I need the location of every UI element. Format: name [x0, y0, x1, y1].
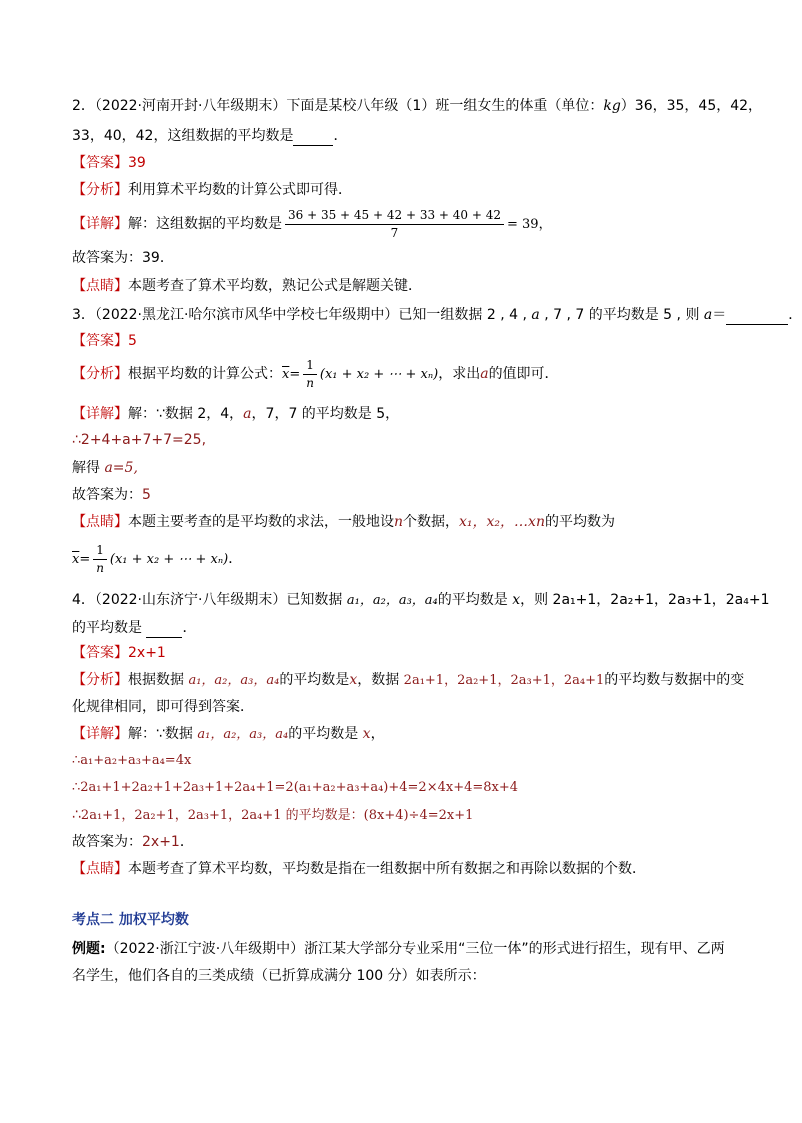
- q4-comment: 【点睛】本题考查了算术平均数，平均数是指在一组数据中所有数据之和再除以数据的个数．: [72, 861, 646, 877]
- q2-stem-line2: 33，40，42，这组数据的平均数是 ．: [72, 125, 347, 146]
- q4-conclusion: 故答案为：2x+1．: [72, 834, 194, 850]
- q4-analysis-line1: 【分析】根据数据 a₁，a₂，a₃，a₄的平均数是x，数据 2a₁+1，2a₂+1，2a₃+1，2a₄+1的平均数与数据中的变: [72, 672, 745, 688]
- q2-conclusion: 故答案为：39．: [72, 250, 174, 266]
- q3-comment-formula: $\overline{x}=$ $\frac{1}{n}$ (x₁ + x₂ + ⋯ + xₙ)．: [72, 542, 243, 575]
- q4-step2: ∴2a₁+1+2a₂+1+2a₃+1+2a₄+1=2(a₁+a₂+a₃+a₄)+4=2×4x+4=8x+4: [72, 780, 519, 795]
- q3-comment: 【点睛】本题主要考查的是平均数的求法，一般地设n个数据，x₁，x₂，…xn的平均数为: [72, 514, 615, 530]
- q2-comment: 【点睛】本题考查了算术平均数，熟记公式是解题关键．: [72, 278, 422, 294]
- q3-formula-fraction: $\frac{1}{n}$: [303, 358, 317, 391]
- q4-detail: 【详解】解：∵数据 a₁，a₂，a₃，a₄的平均数是 x，: [72, 726, 385, 742]
- section-title: 考点二 加权平均数: [72, 912, 189, 928]
- q3-conclusion: 故答案为：5: [72, 487, 151, 503]
- q3-answer: 【答案】5: [72, 333, 137, 349]
- q3-comment-fraction: $\frac{1}{n}$: [93, 543, 107, 576]
- q2-stem-line1: 2．（2022·河南开封·八年级期末）下面是某校八年级（1）班一组女生的体重（单位：kg）36，35，45，42，: [72, 98, 763, 114]
- q3-stem: 3．（2022·黑龙江·哈尔滨市风华中学校七年级期中）已知一组数据 2 , 4 , a , 7 , 7 的平均数是 5 , 则 a＝ ．: [72, 304, 802, 325]
- answer-blank: [726, 304, 788, 325]
- example-line1: 例题:（2022·浙江宁波·八年级期中）浙江某大学部分专业采用“三位一体”的形式进行招生，现有甲、乙两: [72, 941, 725, 957]
- q3-detail: 【详解】解：∵数据 2，4，a，7，7 的平均数是 5，: [72, 406, 400, 422]
- q2-detail: 【详解】解：这组数据的平均数是 $\frac{36 + 35 + 45 + 42 + 33 + 40 + 42}{7}$ = 39，: [72, 207, 552, 240]
- q4-answer: 【答案】2x+1: [72, 645, 166, 661]
- q2-analysis: 【分析】利用算术平均数的计算公式即可得．: [72, 182, 352, 198]
- q4-stem-line1: 4．（2022·山东济宁·八年级期末）已知数据 a₁，a₂，a₃，a₄的平均数是 x，则 2a₁+1，2a₂+1，2a₃+1，2a₄+1: [72, 592, 770, 608]
- answer-blank: [146, 617, 182, 638]
- q4-step1: ∴a₁+a₂+a₃+a₄=4x: [72, 753, 192, 768]
- q3-step2: 解得 a=5,: [72, 460, 138, 476]
- q3-analysis: 【分析】根据平均数的计算公式：$\overline{x}=$ $\frac{1}{n}$ (x₁ + x₂ + ⋯ + xₙ)，求出a的值即可．: [72, 357, 559, 390]
- example-line2: 名学生，他们各自的三类成绩（已折算成满分 100 分）如表所示：: [72, 968, 486, 984]
- answer-blank: [293, 125, 333, 146]
- q2-fraction: $\frac{36 + 35 + 45 + 42 + 33 + 40 + 42}{7}$: [285, 208, 504, 241]
- q4-step3: ∴2a₁+1，2a₂+1，2a₃+1，2a₄+1 的平均数是：(8x+4)÷4=2x+1: [72, 807, 474, 823]
- q2-answer: 【答案】39: [72, 155, 146, 171]
- q3-step1: ∴2+4+a+7+7=25,: [72, 432, 207, 448]
- q4-stem-line2: 的平均数是 ．: [72, 617, 196, 638]
- q4-analysis-line2: 化规律相同，即可得到答案．: [72, 699, 254, 715]
